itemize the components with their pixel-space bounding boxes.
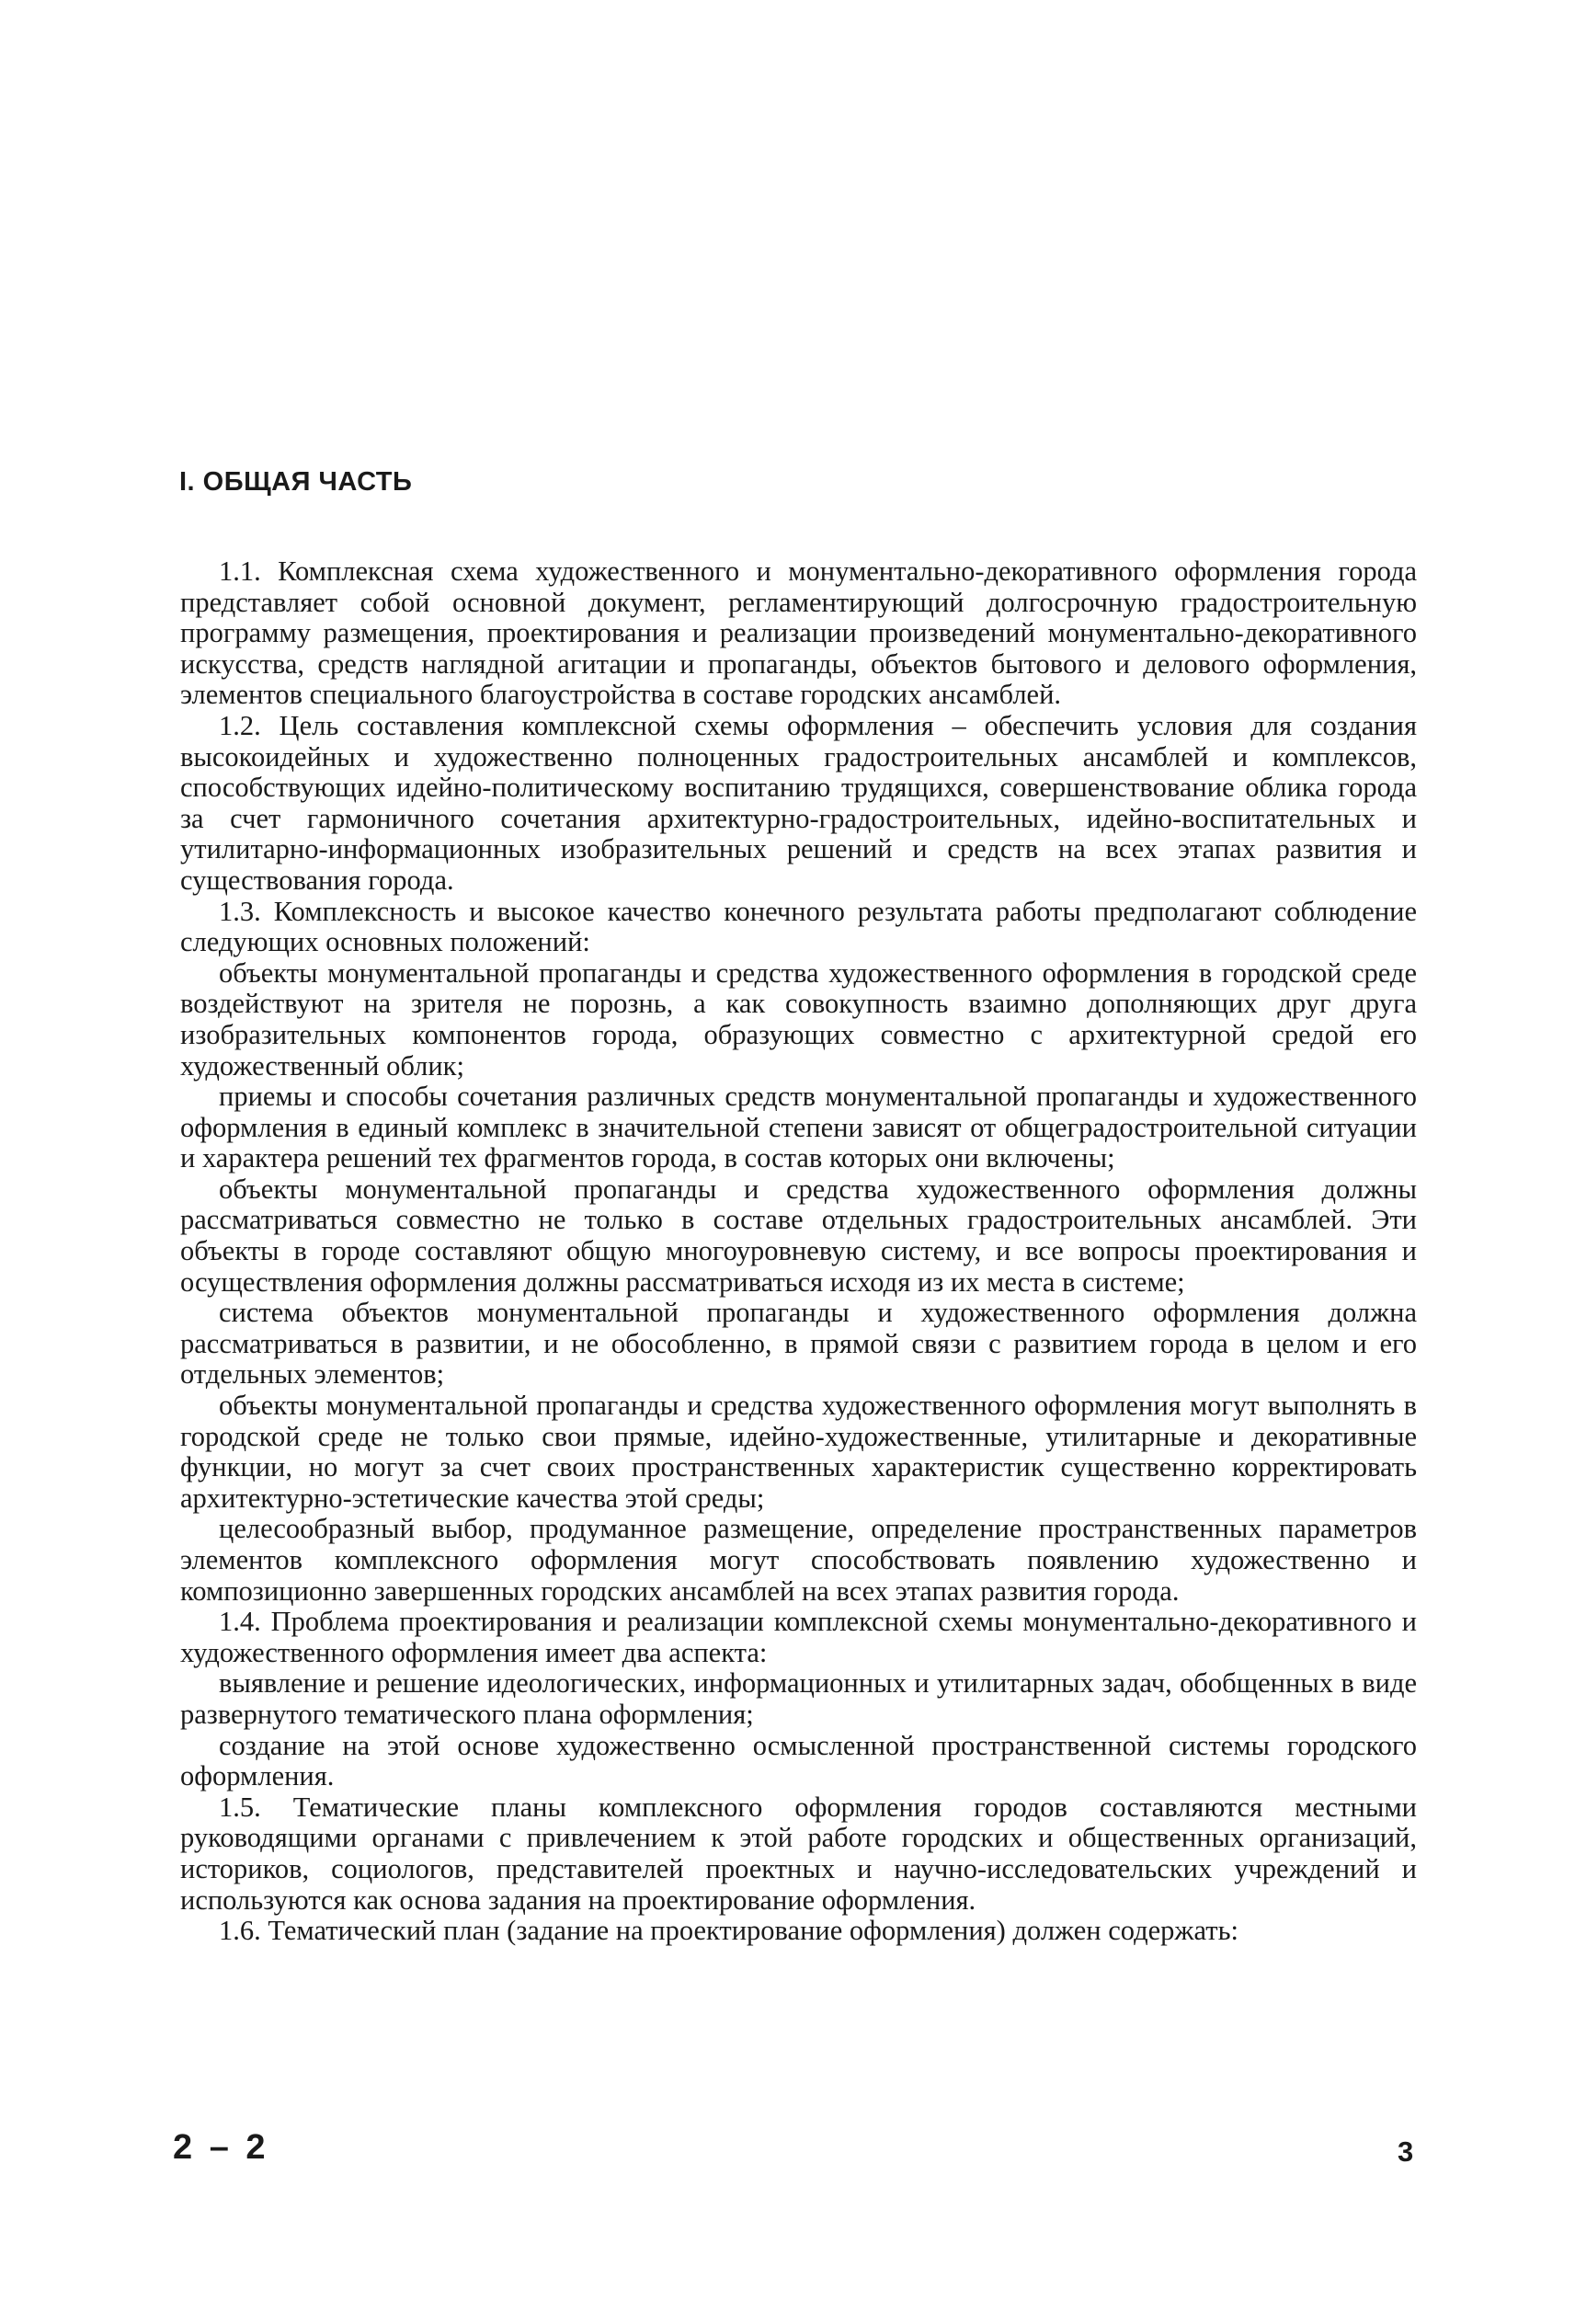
list-item: система объектов монументальной пропаганды и художественного оформления должна рассматриваться в развитии, и не обособленно, в прямой связи с развитием города в целом и его отдельных элементов;: [180, 1297, 1417, 1391]
list-item: целесообразный выбор, продуманное размещение, определение пространственных параметров элементов комплексного оформления могут способствовать появлению художественно и композиционно завершенных городских ансамблей на всех этапах развития города.: [180, 1513, 1417, 1607]
list-item: объекты монументальной пропаганды и средства художественного оформления могут выполнять в городской среде не только свои прямые, идейно-художественные, утилитарные и декоративные функции, но могут за счет своих пространственных характеристик существенно корректировать архитектурно-эстетические качества этой среды;: [180, 1390, 1417, 1514]
page-number: 3: [1398, 2135, 1414, 2168]
list-item: создание на этой основе художественно осмысленной пространственной системы городского оформления.: [180, 1729, 1417, 1792]
paragraph-1-3: 1.3. Комплексность и высокое качество конечного результата работы предполагают соблюдение следующих основных положений:: [180, 895, 1417, 958]
paragraph-1-4: 1.4. Проблема проектирования и реализации комплексной схемы монументально-декоративного и художественного оформления имеет два аспекта:: [180, 1606, 1417, 1668]
list-item: объекты монументальной пропаганды и средства художественного оформления должны рассматриваться совместно не только в составе отдельных градостроительных ансамблей. Эти объекты в городе составляют общую многоуровневую систему, и все вопросы проектирования и осуществления оформления должны рассматриваться исходя из их места в системе;: [180, 1173, 1417, 1298]
list-item: объекты монументальной пропаганды и средства художественного оформления в городской среде воздействуют на зрителя не порознь, а как совокупность взаимно дополняющих друг друга изобразительных компонентов города, образующих совместно с архитектурной средой его художественный облик;: [180, 956, 1417, 1082]
list-item: выявление и решение идеологических, информационных и утилитарных задач, обобщенных в виде развернутого тематического плана оформления;: [180, 1667, 1417, 1730]
paragraph-1-6: 1.6. Тематический план (задание на проектирование оформления) должен содержать:: [219, 1915, 1238, 1947]
signature-mark: 2 – 2: [173, 2128, 269, 2167]
paragraph-1-1: 1.1. Комплексная схема художественного и монументально-декоративного оформления города представляет собой основной документ, регламентирующий долгосрочную градостроительную программу размещения, проектирования и реализации произведений монументально-декоративного искусства, средств наглядной агитации и пропаганды, объектов бытового и делового оформления, элементов специального благоустройства в составе городских ансамблей.: [180, 555, 1417, 711]
section-title: I. ОБЩАЯ ЧАСТЬ: [179, 467, 413, 497]
paragraph-1-5: 1.5. Тематические планы комплексного оформления городов составляются местными руководящими органами с привлечением к этой работе городских и общественных организаций, историков, социологов, представителей проектных и научно-исследовательских учреждений и используются как основа задания на проектирование оформления.: [180, 1791, 1417, 1916]
body-text: [180, 556, 1417, 1947]
list-item: приемы и способы сочетания различных средств монументальной пропаганды и художественного оформления в единый комплекс в значительной степени зависят от общеградостроительной ситуации и характера решений тех фрагментов города, в состав которых они включены;: [180, 1081, 1417, 1174]
paragraph-1-2: 1.2. Цель составления комплексной схемы оформления – обеспечить условия для создания высокоидейных и художественно полноценных градостроительных ансамблей и комплексов, способствующих идейно-политическому воспитанию трудящихся, совершенствование облика города за счет гармоничного сочетания архитектурно-градостроительных, идейно-воспитательных и утилитарно-информационных изобразительных решений и средств на всех этапах развития и существования города.: [180, 709, 1417, 896]
